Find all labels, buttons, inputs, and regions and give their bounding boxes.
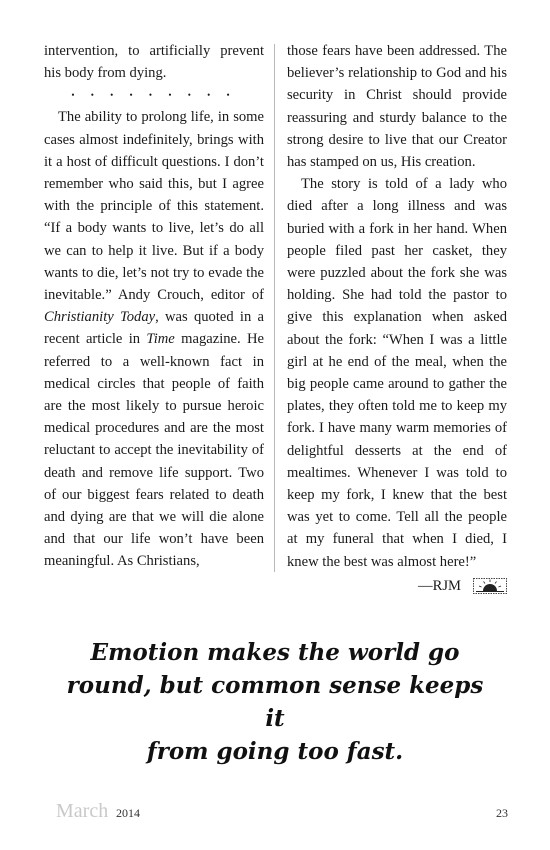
column-divider	[274, 44, 275, 572]
left-paragraph-2-part-b: , was quoted in a recent article in	[44, 309, 264, 348]
footer-month: March	[56, 800, 109, 822]
right-column	[287, 40, 507, 597]
magazine-title-time: Time	[146, 331, 175, 348]
section-separator-dots: • • • • • • • • •	[71, 90, 237, 101]
left-paragraph-2	[44, 106, 264, 572]
magazine-title-christianity-today: Christianity Today	[44, 309, 156, 326]
left-paragraph-2-part-a: The ability to prolong life, in some cases almost indefinitely, brings with it a host of difficult questions. I don’t remember who said this, but I agree with the principle of this statement. “If a body wants to live, let’s do all we can to help it live. But if a body wants to die, let’s not try to evade the inevitable.” Andy Crouch, editor of	[44, 109, 264, 304]
page-number: 23	[496, 806, 508, 820]
signature-row	[287, 575, 507, 597]
footer-year: 2014	[116, 806, 140, 820]
right-paragraph-1: those fears have been addressed. The believer’s relationship to God and his security in Christ should provide reassuring and sturdy balance to the strong desire to live that our Creator has stamped on us, His creation.	[287, 43, 507, 171]
left-column	[44, 40, 264, 573]
pull-quote-line-3: from going too fast.	[146, 738, 404, 765]
right-paragraph-2: The story is told of a lady who died after a long illness and was buried with a fork in her hand. When people filed past her casket, they were puzzled about the fork she was holding. She had told the pastor to give this explanation when asked about the fork: “When I was a little girl at he end of the meal, when the big people came around to gather the plates, they often told me to keep my fork. I have many warm memories of delightful desserts at the end of mealtimes. Whenever I was told to keep my fork, I knew that the best was yet to come. Tell all the people at my funeral that when I died, I knew the best was almost here!”	[287, 176, 507, 570]
pull-quote-line-2: round, but common sense keeps it	[66, 672, 484, 732]
pull-quote-line-1: Emotion makes the world go	[90, 639, 460, 666]
pull-quote	[60, 636, 490, 768]
end-mark-sunrise-icon	[473, 578, 507, 594]
author-signature: —RJM	[418, 577, 461, 594]
left-paragraph-1: intervention, to artificially prevent his body from dying.	[44, 43, 264, 82]
left-paragraph-2-part-c: magazine. He referred to a well-known fact in medical circles that people of faith are the most likely to pursue heroic medical procedures and are the most reluctant to accept the inevitability of death and remove life support. Two of our biggest fears related to death and dying are that we will die alone and that our life won’t have been meaningful. As Christians,	[44, 331, 264, 570]
